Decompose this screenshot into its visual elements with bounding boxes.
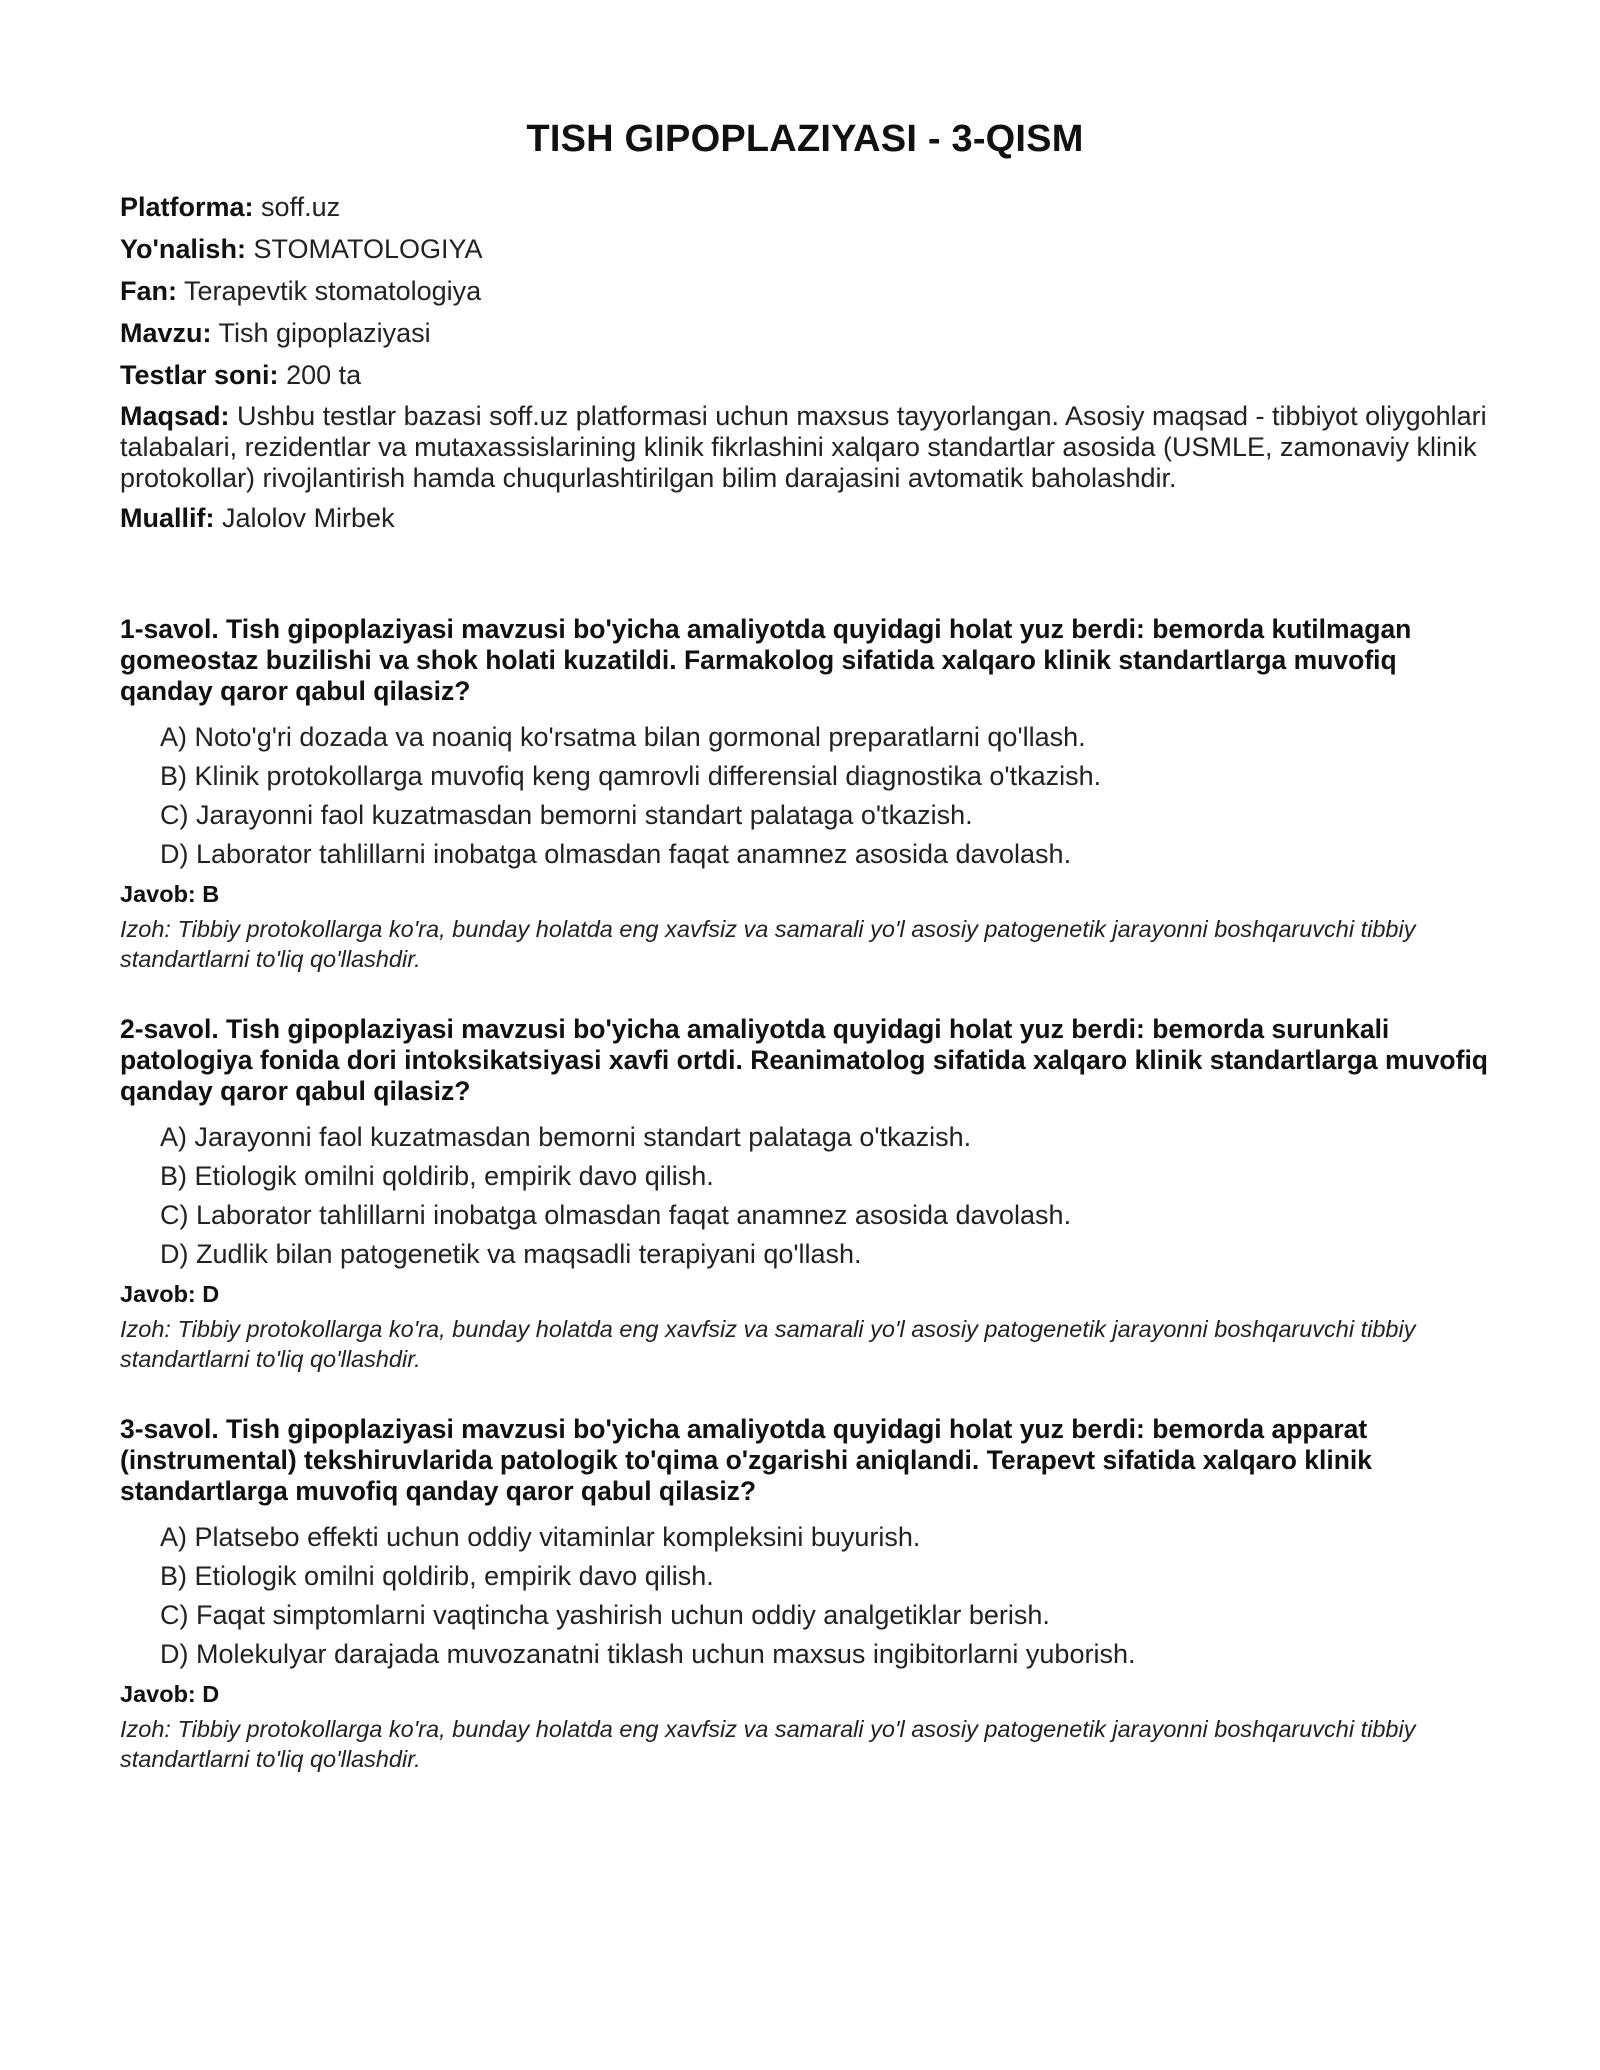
question-block	[120, 1014, 1490, 1374]
meta-author-label: Muallif:	[120, 503, 215, 533]
option-c: C) Faqat simptomlarni vaqtincha yashirish uchun oddiy analgetiklar berish.	[160, 1600, 1050, 1630]
meta-count-value: 200 ta	[286, 360, 362, 390]
document-page	[120, 118, 1490, 1814]
meta-subject	[120, 275, 1490, 307]
option-a: A) Jarayonni faol kuzatmasdan bemorni standart palataga o'tkazish.	[160, 1122, 972, 1152]
meta-count	[120, 359, 1490, 391]
question-block	[120, 1414, 1490, 1774]
option-d: D) Molekulyar darajada muvozanatni tiklash uchun maxsus ingibitorlarni yuborish.	[160, 1639, 1136, 1669]
correct-answer: Javob: D	[120, 1681, 220, 1707]
meta-purpose-value: Ushbu testlar bazasi soff.uz platformasi uchun maxsus tayyorlangan. Asosiy maqsad - tibbiyot oliygohlari talabalari, rezidentlar va mutaxassislarining klinik fikrlashini xalqaro standartlar asosida (USMLE, zamonaviy klinik protokollar) rivojlantirish hamda chuqurlashtirilgan bilim darajasini avtomatik baholashdir.	[120, 401, 1487, 493]
document-meta	[120, 191, 1490, 534]
question-list	[120, 614, 1490, 1774]
question-text: 2-savol. Tish gipoplaziyasi mavzusi bo'yicha amaliyotda quyidagi holat yuz berdi: bemorda surunkali patologiya fonida dori intoksikatsiyasi xavfi ortdi. Reanimatolog sifatida xalqaro klinik standartlarga muvofiq qanday qaror qabul qilasiz?	[120, 1014, 1488, 1106]
question-text: 1-savol. Tish gipoplaziyasi mavzusi bo'yicha amaliyotda quyidagi holat yuz berdi: bemorda kutilmagan gomeostaz buzilishi va shok holati kuzatildi. Farmakolog sifatida xalqaro klinik standartlarga muvofiq qanday qaror qabul qilasiz?	[120, 614, 1412, 706]
answer-options	[120, 1121, 1490, 1270]
document-title: TISH GIPOPLAZIYASI - 3-QISM	[526, 118, 1084, 160]
meta-direction-value: STOMATOLOGIYA	[253, 234, 483, 264]
option-a: A) Platsebo effekti uchun oddiy vitaminlar kompleksini buyurish.	[160, 1522, 921, 1552]
meta-author	[120, 502, 1490, 534]
option-a: A) Noto'g'ri dozada va noaniq ko'rsatma bilan gormonal preparatlarni qo'llash.	[160, 722, 1086, 752]
meta-topic-label: Mavzu:	[120, 318, 212, 348]
answer-explanation: Izoh: Tibbiy protokollarga ko'ra, bunday holatda eng xavfsiz va samarali yo'l asosiy patogenetik jarayonni boshqaruvchi tibbiy standartlarni to'liq qo'llashdir.	[120, 1716, 1416, 1772]
option-b: B) Klinik protokollarga muvofiq keng qamrovli differensial diagnostika o'tkazish.	[160, 761, 1102, 791]
meta-purpose	[120, 401, 1490, 494]
meta-direction	[120, 233, 1490, 265]
answer-explanation: Izoh: Tibbiy protokollarga ko'ra, bunday holatda eng xavfsiz va samarali yo'l asosiy patogenetik jarayonni boshqaruvchi tibbiy standartlarni to'liq qo'llashdir.	[120, 916, 1416, 972]
meta-direction-label: Yo'nalish:	[120, 234, 246, 264]
option-c: C) Laborator tahlillarni inobatga olmasdan faqat anamnez asosida davolash.	[160, 1200, 1072, 1230]
meta-platform-value: soff.uz	[261, 192, 341, 222]
answer-options	[120, 1521, 1490, 1670]
meta-count-label: Testlar soni:	[120, 360, 279, 390]
answer-explanation: Izoh: Tibbiy protokollarga ko'ra, bunday holatda eng xavfsiz va samarali yo'l asosiy patogenetik jarayonni boshqaruvchi tibbiy standartlarni to'liq qo'llashdir.	[120, 1316, 1416, 1372]
meta-topic	[120, 317, 1490, 349]
meta-author-value: Jalolov Mirbek	[222, 503, 395, 533]
correct-answer: Javob: D	[120, 1281, 220, 1307]
option-d: D) Laborator tahlillarni inobatga olmasdan faqat anamnez asosida davolash.	[160, 839, 1072, 869]
meta-platform-label: Platforma:	[120, 192, 254, 222]
option-d: D) Zudlik bilan patogenetik va maqsadli terapiyani qo'llash.	[160, 1239, 862, 1269]
meta-subject-label: Fan:	[120, 276, 177, 306]
option-c: C) Jarayonni faol kuzatmasdan bemorni standart palataga o'tkazish.	[160, 800, 973, 830]
option-b: B) Etiologik omilni qoldirib, empirik davo qilish.	[160, 1561, 714, 1591]
meta-subject-value: Terapevtik stomatologiya	[184, 276, 482, 306]
correct-answer: Javob: B	[120, 881, 220, 907]
meta-platform	[120, 191, 1490, 223]
meta-topic-value: Tish gipoplaziyasi	[218, 318, 431, 348]
question-text: 3-savol. Tish gipoplaziyasi mavzusi bo'yicha amaliyotda quyidagi holat yuz berdi: bemorda apparat (instrumental) tekshiruvlarida patologik to'qima o'zgarishi aniqlandi. Terapevt sifatida xalqaro klinik standartlarga muvofiq qanday qaror qabul qilasiz?	[120, 1414, 1372, 1506]
question-block	[120, 614, 1490, 974]
option-b: B) Etiologik omilni qoldirib, empirik davo qilish.	[160, 1161, 714, 1191]
answer-options	[120, 721, 1490, 870]
meta-purpose-label: Maqsad:	[120, 401, 230, 431]
